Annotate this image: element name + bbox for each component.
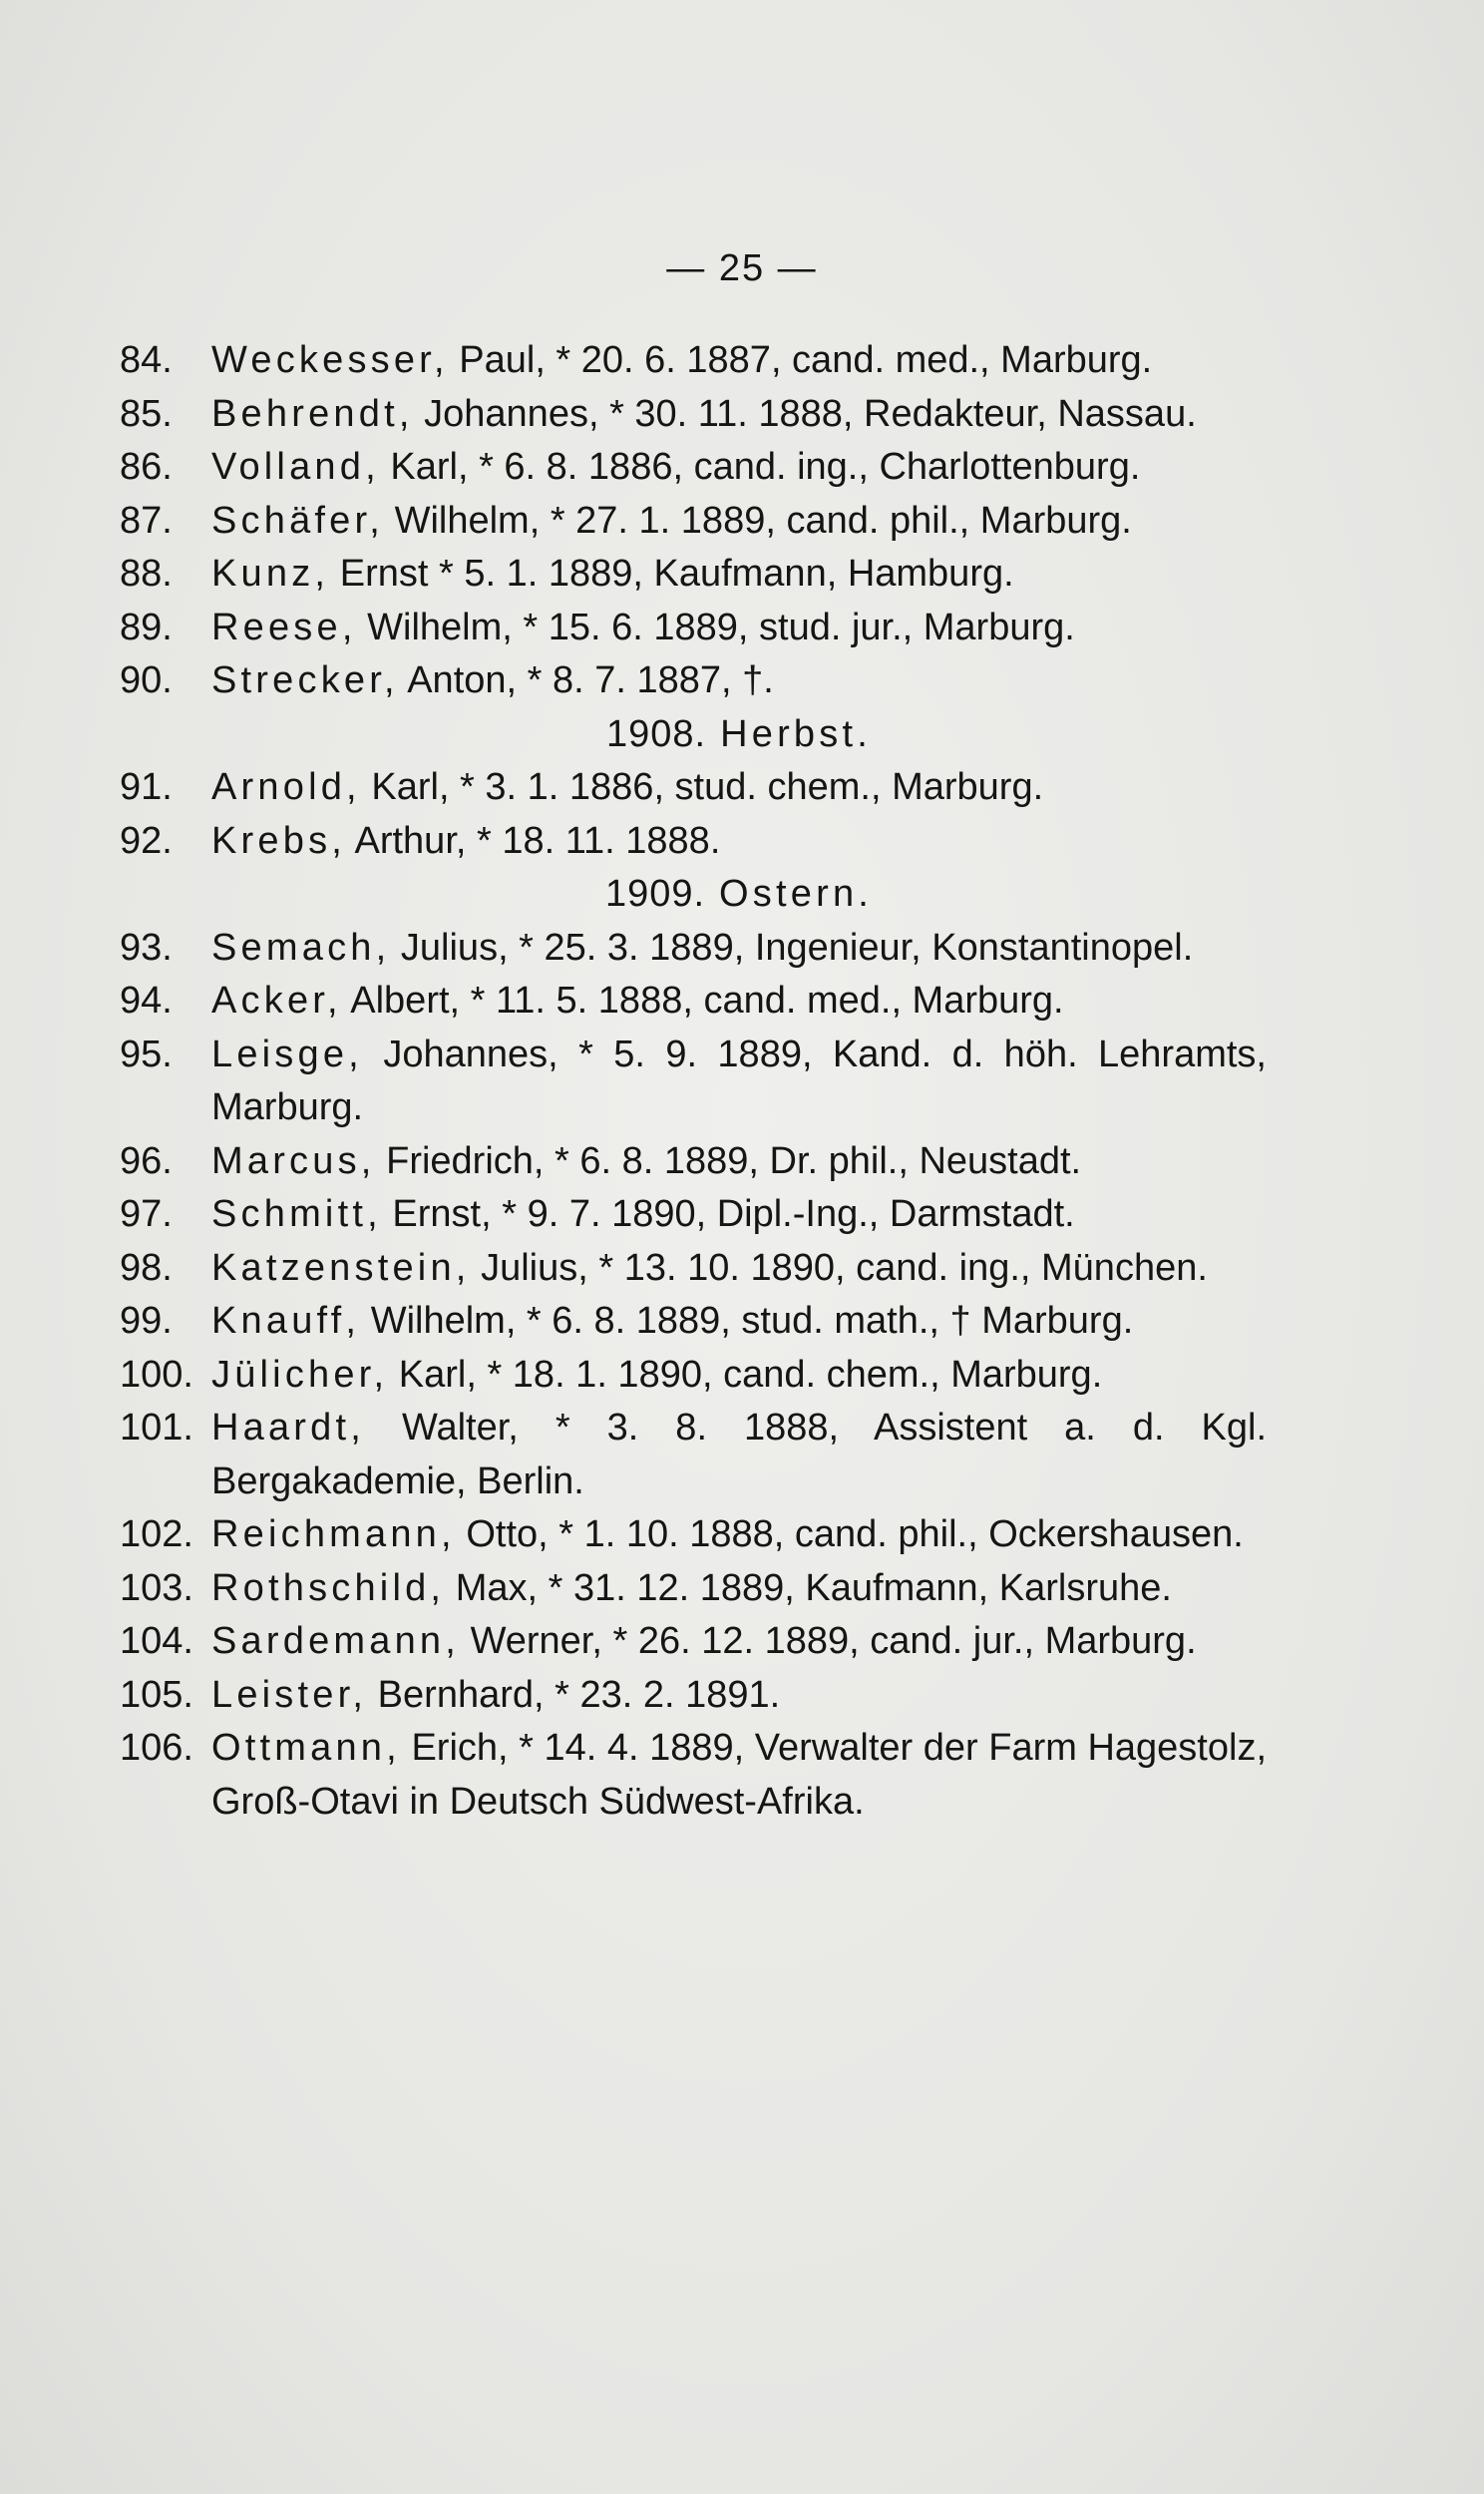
- entry-text: [211, 495, 1267, 549]
- entry-text: [211, 1135, 1267, 1189]
- entry-text: [211, 1562, 1267, 1616]
- list-item: [120, 975, 1267, 1029]
- entry-surname: Krebs,: [211, 819, 347, 862]
- entry-surname: Weckesser,: [211, 339, 449, 381]
- list-item: [120, 922, 1267, 976]
- list-item: [120, 1135, 1267, 1189]
- entry-details: Albert, * 11. 5. 1888, cand. med., Marburg.: [341, 980, 1064, 1022]
- entry-text: [211, 602, 1267, 655]
- entry-surname: Reichmann,: [211, 1513, 456, 1555]
- entry-details: Walter, * 3. 8. 1888, Assistent a. d. Kgl. Bergakademie, Berlin.: [211, 1407, 1267, 1502]
- entry-details: Wilhelm, * 15. 6. 1889, stud. jur., Marburg.: [356, 606, 1075, 648]
- entry-surname: Arnold,: [211, 766, 361, 808]
- entry-details: Friedrich, * 6. 8. 1889, Dr. phil., Neustadt.: [375, 1139, 1082, 1182]
- section-semester: Herbst.: [720, 712, 872, 755]
- entry-number: 97.: [120, 1193, 173, 1235]
- list-item: [120, 1029, 1267, 1135]
- entry-details: Julius, * 25. 3. 1889, Ingenieur, Konstantinopel.: [390, 926, 1194, 969]
- entry-number: 102.: [120, 1513, 193, 1555]
- entry-surname: Volland,: [211, 446, 380, 488]
- entry-text: [211, 1295, 1267, 1349]
- entry-details: Max, * 31. 12. 1889, Kaufmann, Karlsruhe.: [445, 1566, 1172, 1609]
- entry-text: [211, 975, 1267, 1029]
- entry-number: 90.: [120, 659, 173, 701]
- entry-surname: Semach,: [211, 926, 391, 969]
- entry-details: Werner, * 26. 12. 1889, cand. jur., Marburg.: [460, 1620, 1197, 1662]
- entry-text: [211, 1402, 1267, 1508]
- entry-number: 101.: [120, 1407, 193, 1449]
- list-item: [120, 654, 1267, 708]
- entry-number: 106.: [120, 1727, 193, 1769]
- entry-number: 104.: [120, 1620, 193, 1662]
- entry-details: Paul, * 20. 6. 1887, cand. med., Marburg.: [448, 339, 1153, 381]
- list-item: [120, 815, 1267, 869]
- entry-text: [211, 1242, 1267, 1296]
- member-list: [120, 334, 1267, 1829]
- list-item: [120, 495, 1267, 549]
- entry-surname: Schäfer,: [211, 499, 385, 542]
- entry-number: 100.: [120, 1353, 193, 1396]
- list-item: [120, 1349, 1267, 1403]
- entry-text: [211, 654, 1267, 708]
- entry-details: Arthur, * 18. 11. 1888.: [346, 819, 721, 862]
- list-item: [120, 1562, 1267, 1616]
- entry-number: 99.: [120, 1300, 173, 1342]
- entry-surname: Strecker,: [211, 659, 399, 701]
- entry-text: [211, 441, 1267, 495]
- entry-text: [211, 1722, 1267, 1829]
- entry-text: [211, 334, 1267, 388]
- entry-number: 95.: [120, 1033, 173, 1075]
- entry-details: Wilhelm, * 6. 8. 1889, stud. math., † Marburg.: [360, 1300, 1134, 1342]
- list-item: [120, 334, 1267, 388]
- entry-number: 85.: [120, 392, 173, 435]
- entry-text: [211, 1349, 1267, 1403]
- entry-details: Karl, * 3. 1. 1886, stud. chem., Marburg.: [360, 766, 1044, 808]
- entry-number: 87.: [120, 499, 173, 542]
- entry-text: [211, 548, 1267, 602]
- entry-details: Karl, * 6. 8. 1886, cand. ing., Charlottenburg.: [379, 446, 1141, 488]
- entry-number: 91.: [120, 766, 173, 808]
- entry-surname: Kunz,: [211, 553, 330, 595]
- section-year: 1908.: [606, 712, 707, 755]
- entry-details: Julius, * 13. 10. 1890, cand. ing., München.: [470, 1246, 1208, 1289]
- entry-text: [211, 1508, 1267, 1562]
- entry-number: 94.: [120, 980, 173, 1022]
- entry-number: 103.: [120, 1566, 193, 1609]
- entry-details: Ernst * 5. 1. 1889, Kaufmann, Hamburg.: [329, 553, 1014, 595]
- entry-details: Ernst, * 9. 7. 1890, Dipl.-Ing., Darmstadt.: [381, 1193, 1075, 1235]
- entry-surname: Rothschild,: [211, 1566, 446, 1609]
- entry-text: [211, 1029, 1267, 1135]
- entry-number: 98.: [120, 1246, 173, 1289]
- entry-surname: Knauff,: [211, 1300, 361, 1342]
- entry-surname: Marcus,: [211, 1139, 376, 1182]
- entry-surname: Schmitt,: [211, 1193, 382, 1235]
- entry-details: Wilhelm, * 27. 1. 1889, cand. phil., Marburg.: [384, 499, 1132, 542]
- entry-surname: Haardt,: [211, 1407, 366, 1449]
- page-number: — 25 —: [666, 247, 818, 289]
- list-item: [120, 1669, 1267, 1723]
- entry-text: [211, 1188, 1267, 1242]
- entry-text: [211, 815, 1267, 869]
- list-item: [120, 441, 1267, 495]
- list-item: [120, 388, 1267, 442]
- list-item: [120, 1722, 1267, 1829]
- entry-details: Otto, * 1. 10. 1888, cand. phil., Ockershausen.: [455, 1513, 1244, 1555]
- entry-surname: Leister,: [211, 1673, 368, 1716]
- list-item: [120, 1242, 1267, 1296]
- list-item: [120, 602, 1267, 655]
- entry-text: [211, 1669, 1267, 1723]
- entry-number: 105.: [120, 1673, 193, 1716]
- entry-number: 88.: [120, 553, 173, 595]
- entry-details: Anton, * 8. 7. 1887, †.: [398, 659, 774, 701]
- entry-details: Bernhard, * 23. 2. 1891.: [367, 1673, 781, 1716]
- entry-surname: Acker,: [211, 980, 342, 1022]
- section-semester: Ostern.: [719, 873, 874, 915]
- list-item: [120, 1295, 1267, 1349]
- entry-text: [211, 388, 1267, 442]
- entry-details: Karl, * 18. 1. 1890, cand. chem., Marburg.: [388, 1353, 1103, 1396]
- entry-number: 92.: [120, 819, 173, 862]
- entry-text: [211, 922, 1267, 976]
- entry-details: Erich, * 14. 4. 1889, Verwalter der Farm Hagestolz, Groß-Otavi in Deutsch Südwest-Afrika.: [211, 1727, 1267, 1823]
- list-item: [120, 1188, 1267, 1242]
- section-heading: [120, 868, 1267, 922]
- list-item: [120, 1508, 1267, 1562]
- entry-number: 93.: [120, 926, 173, 969]
- entry-text: [211, 761, 1267, 815]
- list-item: [120, 548, 1267, 602]
- list-item: [120, 1615, 1267, 1669]
- entry-number: 89.: [120, 606, 173, 648]
- entry-details: Johannes, * 5. 9. 1889, Kand. d. höh. Lehramts, Marburg.: [211, 1033, 1267, 1128]
- entry-surname: Katzenstein,: [211, 1246, 471, 1289]
- entry-surname: Jülicher,: [211, 1353, 389, 1396]
- list-item: [120, 1402, 1267, 1508]
- entry-surname: Sardemann,: [211, 1620, 461, 1662]
- section-year: 1909.: [604, 873, 706, 915]
- entry-number: 84.: [120, 339, 173, 381]
- entry-surname: Behrendt,: [211, 392, 414, 435]
- list-item: [120, 761, 1267, 815]
- entry-surname: Leisge,: [211, 1033, 363, 1075]
- section-heading: [120, 708, 1267, 762]
- entry-surname: Reese,: [211, 606, 357, 648]
- entry-text: [211, 1615, 1267, 1669]
- entry-number: 96.: [120, 1139, 173, 1182]
- entry-details: Johannes, * 30. 11. 1888, Redakteur, Nassau.: [413, 392, 1197, 435]
- entry-surname: Ottmann,: [211, 1727, 401, 1769]
- entry-number: 86.: [120, 446, 173, 488]
